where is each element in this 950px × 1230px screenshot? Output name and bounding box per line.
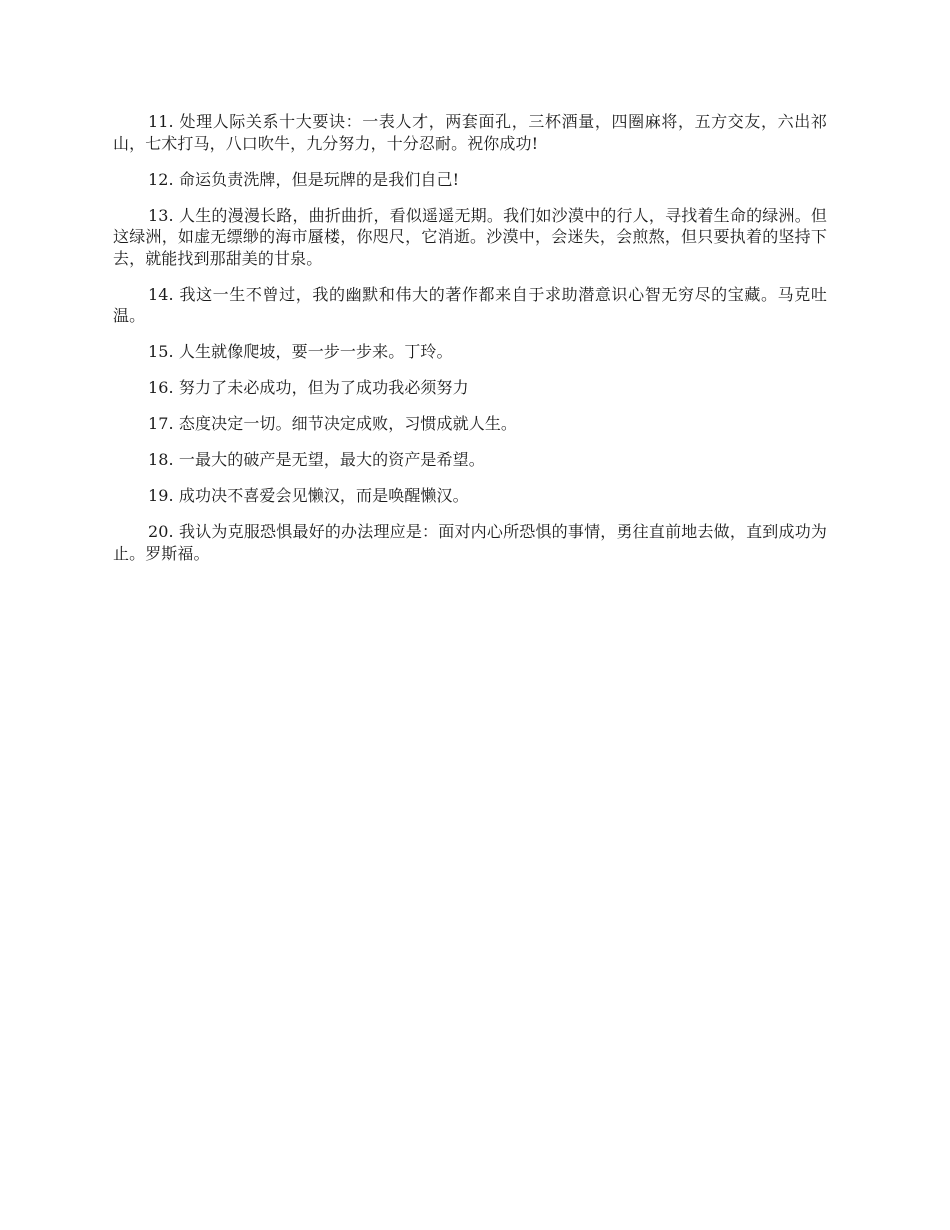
quote-paragraph-11: 11. 处理人际关系十大要诀：一表人才，两套面孔，三杯酒量，四圈麻将，五方交友，六出祁山，七术打马，八口吹牛，九分努力，十分忍耐。祝你成功! — [113, 112, 827, 153]
quote-paragraph-17: 17. 态度决定一切。细节决定成败，习惯成就人生。 — [148, 414, 518, 433]
quote-paragraph-14: 14. 我这一生不曾过，我的幽默和伟大的著作都来自于求助潜意识心智无穷尽的宝藏。马克吐温。 — [113, 284, 827, 325]
quote-paragraph-12: 12. 命运负责洗牌，但是玩牌的是我们自己! — [148, 169, 460, 189]
quote-paragraph-16: 16. 努力了未必成功，但为了成功我必须努力 — [148, 378, 469, 397]
quote-paragraph-20: 20. 我认为克服恐惧最好的办法理应是：面对内心所恐惧的事情，勇往直前地去做，直到成功为止。罗斯福。 — [113, 522, 827, 563]
quote-paragraph-19: 19. 成功决不喜爱会见懒汉，而是唤醒懒汉。 — [148, 486, 469, 505]
quote-paragraph-18: 18. 一最大的破产是无望，最大的资产是希望。 — [148, 450, 485, 469]
quote-paragraph-15: 15. 人生就像爬坡，要一步一步来。丁玲。 — [148, 342, 453, 361]
document-body — [113, 111, 827, 579]
quote-paragraph-13: 13. 人生的漫漫长路，曲折曲折，看似遥遥无期。我们如沙漠中的行人，寻找着生命的绿洲。但这绿洲，如虚无缥缈的海市蜃楼，你咫尺，它消逝。沙漠中，会迷失，会煎熬，但只要执着的坚持下去，就能找到那甜美的甘泉。 — [113, 205, 827, 268]
